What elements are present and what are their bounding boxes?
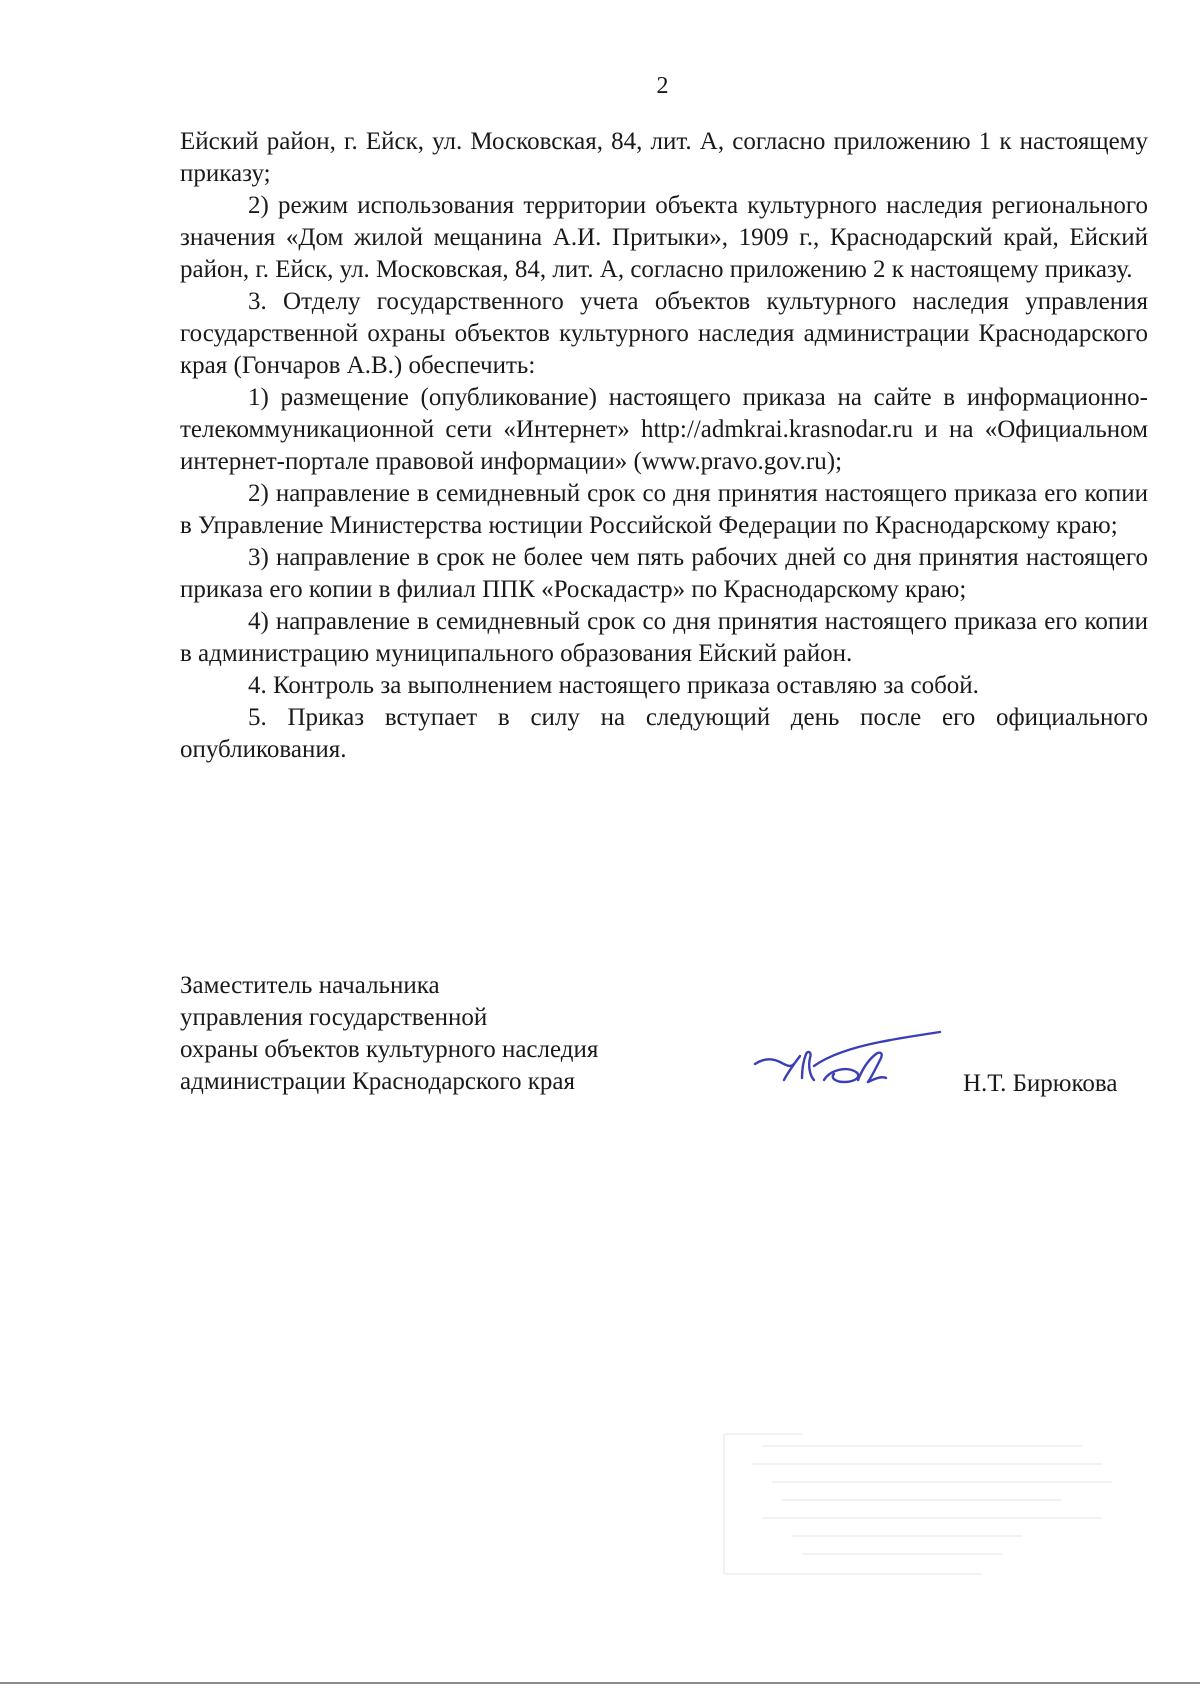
- paragraph: 4) направление в семидневный срок со дня принятия настоящего приказа его копии в администрацию муниципального образования Ейский район.: [180, 608, 1148, 667]
- paragraph: 2) режим использования территории объекта культурного наследия регионального значения «Дом жилой мещанина А.И. Притыки», 1909 г., Краснодарский край, Ейский район, г. Ейск, ул. Московская, 84, лит. А, согласно приложению 2 к настоящему приказу.: [180, 192, 1148, 283]
- page-bottom-edge: [0, 1682, 1200, 1684]
- paragraph: 3. Отделу государственного учета объектов культурного наследия управления государственной охраны объектов культурного наследия администрации Краснодарского края (Гончаров А.В.) обеспечить:: [180, 288, 1148, 379]
- signatory-position-line: Заместитель начальника: [180, 972, 440, 999]
- paragraph: 2) направление в семидневный срок со дня принятия настоящего приказа его копии в Управление Министерства юстиции Российской Федерации по Краснодарскому краю;: [180, 480, 1148, 539]
- page-number: 2: [656, 73, 669, 99]
- paragraph: 4. Контроль за выполнением настоящего приказа оставляю за собой.: [248, 672, 979, 699]
- paragraph: Ейский район, г. Ейск, ул. Московская, 84, лит. А, согласно приложению 1 к настоящему приказу;: [180, 128, 1148, 187]
- signatory-position-line: охраны объектов культурного наследия: [180, 1036, 599, 1063]
- signatory-name: Н.Т. Бирюкова: [963, 1070, 1118, 1097]
- document-body: [180, 126, 1148, 766]
- signatory-position-line: управления государственной: [180, 1004, 488, 1031]
- signatory-position: [180, 970, 700, 1098]
- paragraph: 5. Приказ вступает в силу на следующий день после его официального опубликования.: [180, 704, 1148, 763]
- faint-stamp-mark: [722, 1424, 1142, 1584]
- paragraph: 1) размещение (опубликование) настоящего приказа на сайте в информационно-телекоммуникационной сети «Интернет» http://admkrai.krasnodar.ru и на «Официальном интернет-портале правовой информации» (www.pravo.gov.ru);: [180, 384, 1148, 475]
- handwritten-signature: [750, 1028, 950, 1098]
- signatory-position-line: администрации Краснодарского края: [180, 1068, 576, 1095]
- paragraph: 3) направление в срок не более чем пять рабочих дней со дня принятия настоящего приказа его копии в филиал ППК «Роскадастр» по Краснодарскому краю;: [180, 544, 1148, 603]
